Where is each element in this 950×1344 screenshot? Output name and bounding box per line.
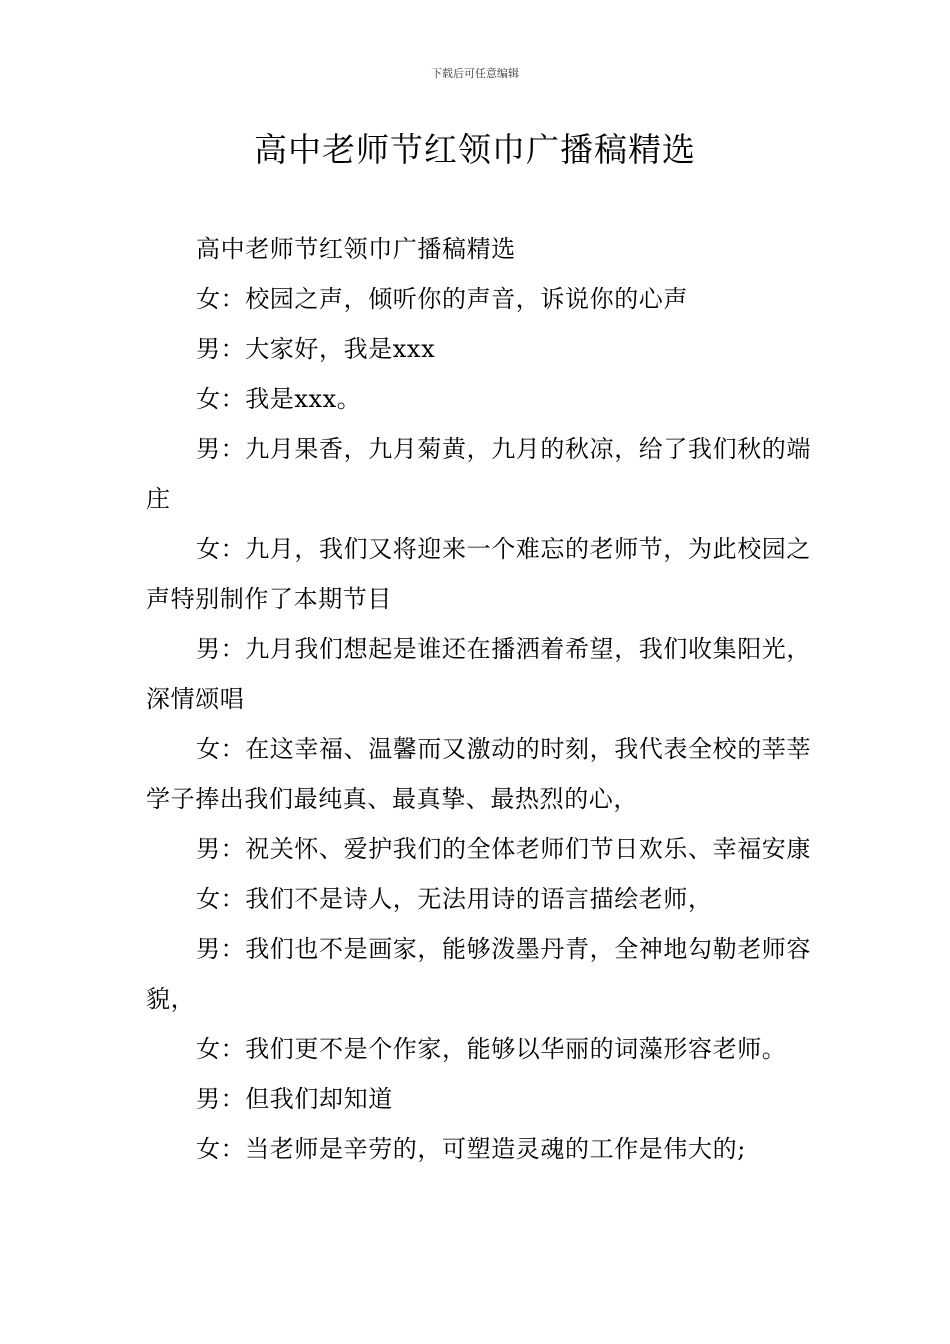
header-note: 下载后可任意编辑 bbox=[431, 67, 519, 80]
paragraph: 女：我们更不是个作家，能够以华丽的词藻形容老师。 bbox=[196, 1035, 787, 1063]
document-title: 高中老师节红领巾广播稿精选 bbox=[254, 130, 696, 169]
paragraph: 男：九月我们想起是谁还在播洒着希望，我们收集阳光，深情颂唱 bbox=[146, 635, 811, 713]
paragraph: 男：九月果香，九月菊黄，九月的秋凉，给了我们秋的端庄 bbox=[146, 435, 811, 513]
paragraph: 高中老师节红领巾广播稿精选 bbox=[196, 235, 516, 263]
paragraph: 男：但我们却知道 bbox=[196, 1085, 393, 1113]
paragraph: 女：我们不是诗人，无法用诗的语言描绘老师， bbox=[196, 885, 713, 913]
document-body bbox=[146, 224, 816, 1174]
paragraph: 男：大家好，我是xxx bbox=[196, 335, 436, 363]
paragraph: 男：祝关怀、爱护我们的全体老师们节日欢乐、幸福安康 bbox=[196, 835, 811, 863]
paragraph: 女：九月，我们又将迎来一个难忘的老师节，为此校园之声特别制作了本期节目 bbox=[146, 535, 811, 613]
paragraph: 女：在这幸福、温馨而又激动的时刻，我代表全校的莘莘学子捧出我们最纯真、最真挚、最热烈的心， bbox=[146, 735, 811, 813]
paragraph: 女：校园之声，倾听你的声音，诉说你的心声 bbox=[196, 285, 688, 313]
paragraph: 女：当老师是辛劳的，可塑造灵魂的工作是伟大的; bbox=[196, 1135, 746, 1163]
paragraph: 男：我们也不是画家，能够泼墨丹青，全神地勾勒老师容貌， bbox=[146, 935, 811, 1013]
paragraph: 女：我是xxx。 bbox=[196, 385, 362, 413]
